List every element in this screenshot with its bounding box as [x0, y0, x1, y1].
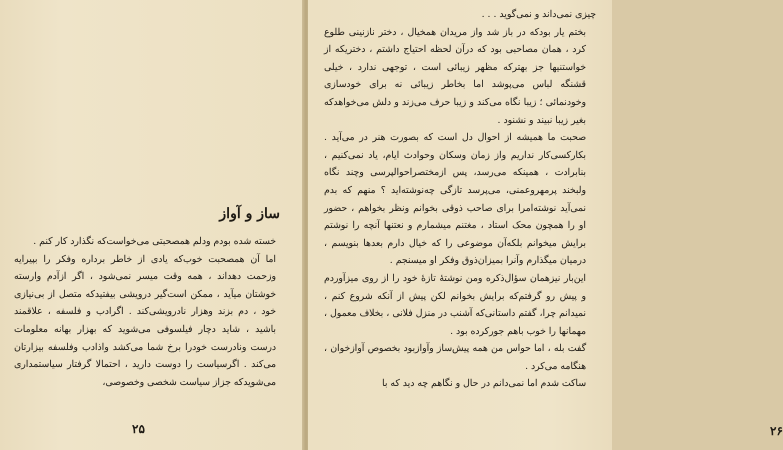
left-page	[0, 0, 304, 450]
paragraph: خسته شده بودم ودلم همصحبتی می‌خواست‌که نگذارد کار کنم .	[33, 236, 276, 247]
paragraph: این‌بار نیزهمان سؤال‌ذکره ومن نوشتهٔ تازهٔ خود را از روی میزآوردم و پیش رو گرفتم‌که برایش بخوانم لکن پیش از آنکه شروع کنم ، نمیدانم چرا، گفتم داستانی‌که آشنب در منزل فلانی ، بخلاف معمول ، مهمانها را خوب باهم جورکرده بود .	[324, 272, 586, 337]
right-page-body	[324, 6, 596, 393]
paragraph: اما آن همصحبت خوب‌که یادی از خاطر برداره وفکر را بپیرایه وزحمت دهداند ، همه وقت میسر نمی‌شود ، اگر ازآدم وارسته خوشتان میآید ، ممکن است‌گیر درویشی بیفتیدکه متصل از بی‌نیازی خود ، دم بزند وهزار نادرویشی‌کند . اگرادب و فلسفه ، علاقمند باشید ، شاید دچار فیلسوفی می‌شوید که بهزار بهانه معلومات درست ونادرست خودرا برخ شما می‌کشد واذادب وفلسفه بیزارتان می‌کند . اگرسیاست را دوست دارید ، احتمالا گرفتار سیاستمداری می‌شویدکه جزاز سیاست شخصی وخصوصی،	[14, 253, 276, 388]
paragraph: چیزی نمی‌داند و نمی‌گوید . . .	[481, 9, 596, 20]
page-number: ۲۵	[132, 422, 145, 436]
paragraph: صحبت ما همیشه از احوال دل است که بصورت هنر در می‌آید . بکارکسی‌کار نداریم واز زمان وسکان وحوادث ایام، یاد نمی‌کنیم ، بنابرادت ، همینکه می‌رسد، پس ازمختصراحوالپرسی وچند نگاه ولبخند پرمهروعمنی، می‌پرسد تازگی چه‌نوشته‌اید ؟ منهم که بدم نمی‌آید نوشته‌امرا برای صاحب ذوقی بخوانم ونظر بخواهم ، حضور او را همچون محک استاد ، مغتنم میشمارم و نعتنها آنچه را نوشتم برایش میخوانم بلکه‌آن موضوعی را که خیال دارم بعدها بنویسم ، درمیان میگذارم وآنرا بمیزان‌ذوق وفکر او میسنجم .	[324, 132, 586, 267]
paragraph: ساکت شدم اما نمی‌دانم در حال و نگاهم چه دید که با	[382, 378, 586, 390]
page-number: ۲۶	[770, 424, 783, 438]
paragraph: بختم یار بودکه در باز شد واز مریدان همخیال ، دختر نازنینی طلوع کرد ، همان مصاحبی بود که درآن لحظه احتیاج داشتم ، دختریکه از خواستنیها جز بهترکه مظهر زیبائی است ، توجهی ندارد ، خیلی قشنگه لباس می‌پوشد اما بخاطر زیبائی نه برای خودسازی وخودنمائی ؛ زیبا نگاه می‌کند و زیبا حرف می‌زند و دلش می‌خواهدکه بغیر زیبا نبیند و نشنود .	[324, 26, 586, 126]
paragraph: گفت بله ، اما حواس من همه پیش‌ساز وآوازبود بخصوص آوازخوان ، هنگامه می‌کرد .	[324, 343, 586, 372]
chapter-title: ساز و آواز	[219, 206, 280, 222]
right-page	[308, 0, 783, 450]
left-page-body	[14, 233, 286, 391]
